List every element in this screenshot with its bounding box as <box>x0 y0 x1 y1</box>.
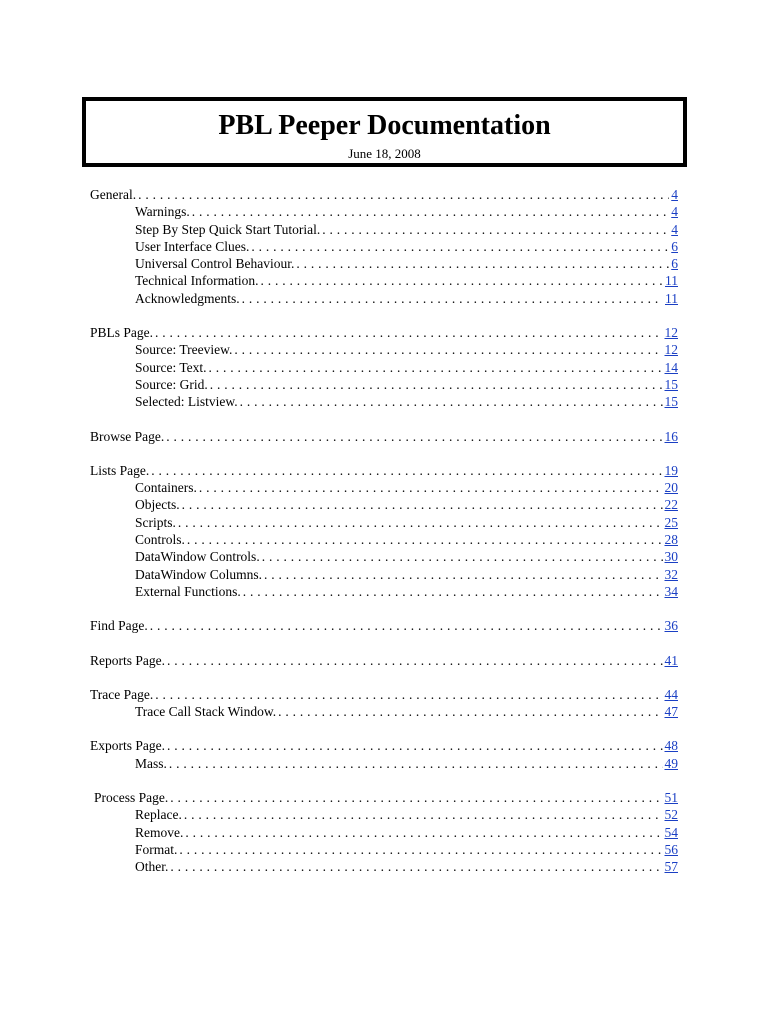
dot-leader <box>138 186 669 203</box>
toc-subentry <box>90 531 678 548</box>
dot-leader <box>155 324 662 341</box>
page-number-link[interactable]: 25 <box>664 514 678 530</box>
toc-entry <box>90 462 678 479</box>
page-number-link[interactable]: 34 <box>664 583 678 599</box>
page-number-link[interactable]: 56 <box>664 841 678 857</box>
toc-entry-label: Controls. <box>135 532 185 548</box>
dot-leader <box>210 376 663 393</box>
page-number-link[interactable]: 41 <box>664 652 678 668</box>
toc-subentry <box>90 841 678 858</box>
toc-entry-label: Remove. <box>135 824 184 840</box>
toc-entry-label: Scripts. <box>135 514 176 530</box>
dot-leader <box>192 203 669 220</box>
toc-subentry <box>90 496 678 513</box>
toc-entry-label: Trace Page. <box>90 686 154 702</box>
toc-entry-label: Universal Control Behaviour. <box>135 256 295 272</box>
toc-entry-label: Selected: Listview. <box>135 394 238 410</box>
toc-entry <box>90 686 678 703</box>
toc-group <box>90 617 678 634</box>
dot-leader <box>151 462 662 479</box>
page-number-link[interactable]: 14 <box>664 359 678 375</box>
page-number-link[interactable]: 6 <box>671 256 678 272</box>
toc-group <box>90 789 678 875</box>
toc-subentry <box>90 376 678 393</box>
page-number-link[interactable]: 6 <box>671 238 678 254</box>
page-number-link[interactable]: 48 <box>664 738 678 754</box>
toc-subentry <box>90 203 678 220</box>
toc-entry-label: User Interface Clues. <box>135 238 250 254</box>
dot-leader <box>182 496 663 513</box>
dot-leader <box>199 479 663 496</box>
dot-leader <box>166 428 662 445</box>
toc-entry-label: Warnings. <box>135 204 190 220</box>
toc-entry-label: Objects. <box>135 497 180 513</box>
dot-leader <box>262 548 663 565</box>
toc-entry-label: Trace Call Stack Window. <box>135 704 277 720</box>
toc-entry-label: External Functions. <box>135 583 241 599</box>
toc-entry-label: Containers. <box>135 480 197 496</box>
toc-subentry <box>90 548 678 565</box>
page-number-link[interactable]: 12 <box>664 325 678 341</box>
page-number-link[interactable]: 52 <box>664 807 678 823</box>
page-number-link[interactable]: 11 <box>665 273 678 289</box>
page-number-link[interactable]: 30 <box>664 549 678 565</box>
dot-leader <box>155 686 662 703</box>
toc-subentry <box>90 255 678 272</box>
page-number-link[interactable]: 22 <box>664 497 678 513</box>
page-number-link[interactable]: 4 <box>671 204 678 220</box>
toc-subentry <box>90 393 678 410</box>
page-number-link[interactable]: 57 <box>664 859 678 875</box>
page-number-link[interactable]: 28 <box>664 532 678 548</box>
page-number-link[interactable]: 32 <box>664 566 678 582</box>
toc-entry <box>90 652 678 669</box>
toc-subentry <box>90 806 678 823</box>
dot-leader <box>167 652 663 669</box>
toc-entry-label: DataWindow Controls. <box>135 549 260 565</box>
dot-leader <box>261 272 663 289</box>
dot-leader <box>187 531 663 548</box>
toc-entry-label: Source: Treeview. <box>135 342 233 358</box>
toc-entry <box>90 186 678 203</box>
page-number-link[interactable]: 47 <box>664 704 678 720</box>
toc-entry-label: Source: Grid. <box>135 376 208 392</box>
toc-subentry <box>90 238 678 255</box>
toc-subentry <box>90 221 678 238</box>
toc-entry <box>90 789 678 806</box>
toc-group <box>90 186 678 307</box>
dot-leader <box>278 703 662 720</box>
page-number-link[interactable]: 15 <box>664 394 678 410</box>
dot-leader <box>178 514 663 531</box>
toc-entry-label: Reports Page. <box>90 652 165 668</box>
title-box <box>82 97 687 167</box>
dot-leader <box>184 806 663 823</box>
document-title: PBL Peeper Documentation <box>218 110 551 141</box>
toc-group <box>90 686 678 721</box>
toc-entry-label: Browse Page. <box>90 428 165 444</box>
document-date: June 18, 2008 <box>348 146 421 161</box>
toc-entry <box>90 428 678 445</box>
page-number-link[interactable]: 4 <box>671 187 678 202</box>
toc-entry-label: Technical Information. <box>135 273 259 289</box>
toc-entry-label: Exports Page. <box>90 738 165 754</box>
toc-subentry <box>90 272 678 289</box>
toc-subentry <box>90 703 678 720</box>
page-number-link[interactable]: 16 <box>664 428 678 444</box>
page-number-link[interactable]: 11 <box>665 290 678 306</box>
toc-group <box>90 652 678 669</box>
toc-entry-label: Step By Step Quick Start Tutorial. <box>135 221 321 237</box>
dot-leader <box>170 789 662 806</box>
toc-group <box>90 737 678 772</box>
dot-leader <box>264 566 663 583</box>
toc-entry-label: General. <box>90 187 137 202</box>
toc-entry <box>90 324 678 341</box>
toc-entry-label: Other. <box>135 859 169 875</box>
dot-leader <box>170 858 662 875</box>
toc-entry-label: Mass. <box>135 755 167 771</box>
toc-entry-label: DataWindow Columns. <box>135 566 262 582</box>
dot-leader <box>209 359 663 376</box>
dot-leader <box>296 255 669 272</box>
toc-subentry <box>90 858 678 875</box>
toc-group <box>90 428 678 445</box>
dot-leader <box>150 617 663 634</box>
dot-leader <box>167 737 663 754</box>
toc-subentry <box>90 341 678 358</box>
table-of-contents <box>90 186 678 893</box>
toc-entry-label: Find Page. <box>90 618 148 634</box>
toc-subentry <box>90 479 678 496</box>
dot-leader <box>242 290 663 307</box>
page-number-link[interactable]: 12 <box>664 342 678 358</box>
page-number-link[interactable]: 15 <box>664 376 678 392</box>
dot-leader <box>169 755 663 772</box>
page-number-link[interactable]: 4 <box>671 221 678 237</box>
toc-subentry <box>90 824 678 841</box>
toc-entry-label: PBLs Page. <box>90 325 154 341</box>
dot-leader <box>185 824 662 841</box>
dot-leader <box>179 841 662 858</box>
toc-entry-label: Acknowledgments. <box>135 290 240 306</box>
page-number-link[interactable]: 54 <box>664 824 678 840</box>
toc-subentry <box>90 755 678 772</box>
toc-subentry <box>90 359 678 376</box>
page-number-link[interactable]: 49 <box>664 755 678 771</box>
page-number-link[interactable]: 51 <box>664 790 678 806</box>
toc-entry-label: Replace. <box>135 807 182 823</box>
toc-group <box>90 462 678 600</box>
dot-leader <box>240 393 663 410</box>
page-number-link[interactable]: 36 <box>664 618 678 634</box>
toc-entry <box>90 617 678 634</box>
toc-subentry <box>90 290 678 307</box>
toc-subentry <box>90 514 678 531</box>
dot-leader <box>243 583 663 600</box>
dot-leader <box>251 238 669 255</box>
toc-entry-label: Source: Text. <box>135 359 207 375</box>
page-number-link[interactable]: 19 <box>664 462 678 478</box>
toc-entry <box>90 737 678 754</box>
toc-group <box>90 324 678 410</box>
toc-entry-label: Format. <box>135 841 178 857</box>
dot-leader <box>234 341 662 358</box>
toc-subentry <box>90 583 678 600</box>
page-number-link[interactable]: 44 <box>664 686 678 702</box>
page-number-link[interactable]: 20 <box>664 480 678 496</box>
dot-leader <box>322 221 669 238</box>
toc-entry-label: Process Page. <box>94 790 169 806</box>
toc-entry-label: Lists Page. <box>90 462 150 478</box>
toc-subentry <box>90 566 678 583</box>
